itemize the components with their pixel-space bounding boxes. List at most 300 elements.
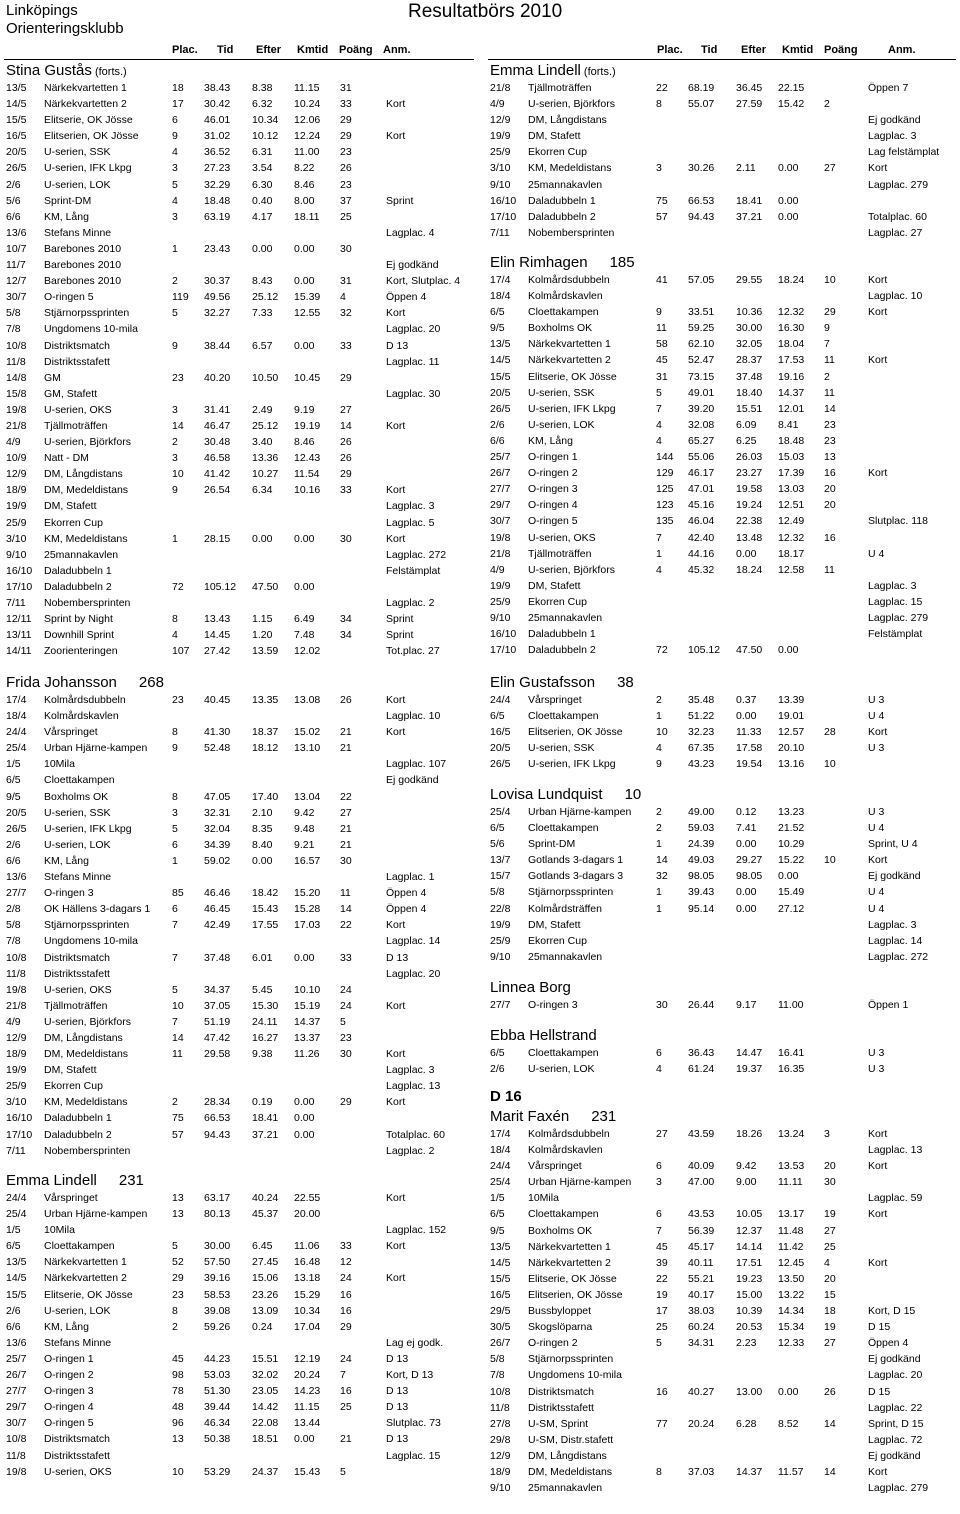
result-note: Sprint xyxy=(386,194,414,207)
runner-block xyxy=(490,1108,960,1496)
result-race: 25mannakavlen xyxy=(528,611,603,624)
result-date: 15/5 xyxy=(490,1272,511,1285)
result-points: 20 xyxy=(824,499,836,512)
result-behind: 18.24 xyxy=(736,563,763,576)
continued-label: (forts.) xyxy=(91,66,127,78)
result-placement: 72 xyxy=(656,644,668,657)
result-race: Daladubbeln 2 xyxy=(44,580,112,593)
result-time: 58.53 xyxy=(204,1288,231,1301)
result-placement: 2 xyxy=(656,694,662,706)
result-time: 32.04 xyxy=(204,822,231,835)
result-row xyxy=(6,1270,476,1286)
result-note: U 3 xyxy=(868,742,885,755)
result-time: 55.21 xyxy=(688,1272,715,1285)
result-note: Lagplac. 3 xyxy=(868,579,917,592)
result-date: 16/5 xyxy=(490,726,511,739)
result-behind: 18.40 xyxy=(736,386,763,399)
result-date: 5/6 xyxy=(6,194,21,207)
result-row xyxy=(6,1190,476,1206)
result-points: 34 xyxy=(340,629,352,642)
result-note: Lagplac. 14 xyxy=(386,935,441,948)
result-time: 59.03 xyxy=(688,822,715,835)
result-behind: 37.21 xyxy=(736,210,763,223)
result-time: 46.01 xyxy=(204,114,231,127)
result-behind: 32.02 xyxy=(252,1369,279,1382)
result-row xyxy=(490,96,960,112)
result-points: 25 xyxy=(340,210,352,223)
result-date: 18/4 xyxy=(490,1144,511,1157)
result-row xyxy=(490,1319,960,1335)
result-date: 25/9 xyxy=(490,934,511,947)
result-note: Ej godkänd xyxy=(868,870,921,883)
result-points: 24 xyxy=(340,1352,352,1365)
result-km-time: 27.12 xyxy=(778,902,805,915)
result-placement: 3 xyxy=(172,210,178,223)
result-note: Lagplac. 30 xyxy=(386,387,441,400)
result-km-time: 10.10 xyxy=(294,983,321,996)
result-date: 26/5 xyxy=(490,758,511,771)
result-points: 24 xyxy=(340,983,352,996)
result-note: Slutplac. 118 xyxy=(868,515,928,528)
result-points: 19 xyxy=(824,1321,836,1334)
result-placement: 9 xyxy=(172,742,178,755)
result-race: Elitserien, OK Jösse xyxy=(528,1288,623,1301)
result-placement: 3 xyxy=(172,806,178,819)
result-race: Distriktsmatch xyxy=(44,951,110,964)
result-km-time: 16.57 xyxy=(294,854,321,867)
result-behind: 24.11 xyxy=(252,1015,278,1028)
result-row xyxy=(490,546,960,562)
result-race: Ekorren Cup xyxy=(528,146,587,159)
result-placement: 7 xyxy=(656,1224,662,1237)
result-km-time: 11.06 xyxy=(294,1240,320,1253)
result-placement: 31 xyxy=(656,370,668,383)
result-note: U 4 xyxy=(868,886,885,899)
result-placement: 45 xyxy=(172,1352,184,1365)
result-behind: 26.03 xyxy=(736,451,763,464)
result-time: 40.20 xyxy=(204,371,231,384)
result-points: 31 xyxy=(340,82,352,94)
result-date: 17/4 xyxy=(490,1128,511,1140)
result-race: Kolmårdsträffen xyxy=(528,902,602,915)
result-km-time: 13.37 xyxy=(294,1031,321,1044)
result-date: 12/7 xyxy=(6,275,27,288)
result-behind: 0.12 xyxy=(736,806,757,818)
result-race: Tjällmoträffen xyxy=(528,547,592,560)
result-placement: 5 xyxy=(172,822,178,835)
result-km-time: 15.03 xyxy=(778,451,805,464)
result-placement: 1 xyxy=(172,854,178,867)
result-row xyxy=(6,772,476,788)
result-placement: 9 xyxy=(656,758,662,771)
result-time: 28.34 xyxy=(204,1096,231,1109)
result-race: O-ringen 2 xyxy=(528,467,578,480)
result-time: 29.58 xyxy=(204,1048,231,1061)
result-race: O-ringen 1 xyxy=(528,451,578,464)
result-race: Distriktsstafett xyxy=(44,1449,110,1462)
result-race: Cloettakampen xyxy=(44,1240,115,1253)
result-note: Kort xyxy=(868,274,888,286)
result-row xyxy=(6,1399,476,1415)
result-date: 1/5 xyxy=(6,1224,21,1237)
result-km-time: 15.43 xyxy=(294,1465,321,1478)
header-anm: Anm. xyxy=(888,44,916,56)
result-behind: 0.00 xyxy=(736,838,757,851)
result-placement: 125 xyxy=(656,483,674,496)
result-km-time: 0.00 xyxy=(294,580,315,593)
result-km-time: 13.10 xyxy=(294,742,321,755)
result-row xyxy=(6,289,476,305)
result-date: 5/6 xyxy=(490,838,505,851)
result-km-time: 15.20 xyxy=(294,887,321,900)
result-km-time: 12.06 xyxy=(294,114,321,127)
result-row xyxy=(6,692,476,708)
header-poang: Poäng xyxy=(824,44,858,56)
result-placement: 3 xyxy=(172,162,178,175)
result-date: 16/5 xyxy=(6,130,27,143)
result-row xyxy=(490,1335,960,1351)
runner-block xyxy=(490,1027,960,1077)
result-behind: 15.51 xyxy=(736,402,763,415)
result-km-time: 6.49 xyxy=(294,613,315,626)
result-row xyxy=(6,193,476,209)
result-time: 53.29 xyxy=(204,1465,231,1478)
result-row xyxy=(490,417,960,433)
result-behind: 19.23 xyxy=(736,1272,763,1285)
result-behind: 18.41 xyxy=(252,1112,279,1125)
result-note: Lagplac. 1 xyxy=(386,871,435,884)
result-race: Daladubbeln 2 xyxy=(528,210,596,223)
result-note: Lag felstämplat xyxy=(868,146,940,159)
result-time: 57.50 xyxy=(204,1256,231,1269)
result-points: 26 xyxy=(824,1385,836,1398)
result-placement: 6 xyxy=(656,1047,662,1059)
result-km-time: 12.51 xyxy=(778,499,805,512)
result-km-time: 13.53 xyxy=(778,1160,805,1173)
result-race: KM, Lång xyxy=(44,210,89,223)
result-note: Lagplac. 13 xyxy=(868,1144,923,1157)
result-row xyxy=(490,336,960,352)
result-date: 26/5 xyxy=(6,162,27,175)
result-time: 65.27 xyxy=(688,434,715,447)
result-race: GM, Stafett xyxy=(44,387,98,400)
result-row xyxy=(490,740,960,756)
result-placement: 41 xyxy=(656,274,668,286)
result-points: 16 xyxy=(824,467,836,480)
result-row xyxy=(6,1431,476,1447)
result-date: 9/10 xyxy=(490,611,511,624)
result-time: 34.39 xyxy=(204,838,231,851)
result-date: 18/9 xyxy=(490,1465,511,1478)
result-race: Stjärnorpssprinten xyxy=(528,1353,614,1366)
result-date: 9/10 xyxy=(6,548,27,561)
result-points: 27 xyxy=(824,1337,836,1350)
result-km-time: 16.48 xyxy=(294,1256,321,1269)
result-row xyxy=(490,1464,960,1480)
result-date: 14/5 xyxy=(6,1272,27,1285)
result-points: 27 xyxy=(824,1224,836,1237)
result-note: Kort xyxy=(386,484,406,497)
result-note: Öppen 4 xyxy=(386,887,427,900)
result-placement: 135 xyxy=(656,515,674,528)
result-note: Sprint xyxy=(386,613,414,626)
result-placement: 5 xyxy=(172,178,178,191)
result-placement: 1 xyxy=(172,532,178,545)
result-race: KM, Lång xyxy=(44,1320,89,1333)
result-time: 41.30 xyxy=(204,726,231,739)
result-date: 7/11 xyxy=(490,226,510,239)
result-time: 38.43 xyxy=(204,82,231,94)
result-row xyxy=(6,837,476,853)
result-race: Boxholms OK xyxy=(528,322,593,335)
result-behind: 27.59 xyxy=(736,98,763,111)
result-points: 21 xyxy=(340,822,352,835)
result-km-time: 12.32 xyxy=(778,531,805,544)
result-row xyxy=(490,1416,960,1432)
result-race: U-serien, IFK Lkpg xyxy=(528,402,616,415)
result-note: Lagplac. 3 xyxy=(386,500,435,513)
result-behind: 7.33 xyxy=(252,307,273,320)
result-row xyxy=(490,1206,960,1222)
result-row xyxy=(490,449,960,465)
result-placement: 3 xyxy=(656,162,662,175)
result-time: 43.23 xyxy=(688,758,715,771)
result-points: 29 xyxy=(824,306,836,319)
result-row xyxy=(6,321,476,337)
result-km-time: 20.10 xyxy=(778,742,805,755)
result-behind: 14.37 xyxy=(736,1465,763,1478)
result-race: DM, Långdistans xyxy=(528,114,607,127)
result-note: D 13 xyxy=(386,1401,409,1414)
result-time: 32.23 xyxy=(688,726,715,739)
result-race: Stjärnorpssprinten xyxy=(528,886,614,899)
result-behind: 13.36 xyxy=(252,452,279,465)
result-placement: 30 xyxy=(656,999,668,1011)
result-placement: 39 xyxy=(656,1256,668,1269)
result-time: 95.14 xyxy=(688,902,715,915)
result-date: 24/4 xyxy=(6,726,27,739)
result-behind: 13.09 xyxy=(252,1304,279,1317)
result-date: 27/7 xyxy=(490,999,511,1011)
left-header-divider xyxy=(4,59,474,60)
result-behind: 15.51 xyxy=(252,1352,279,1365)
result-points: 34 xyxy=(340,613,352,626)
result-placement: 2 xyxy=(172,1320,178,1333)
result-race: Urban Hjärne-kampen xyxy=(44,742,148,755)
result-race: O-ringen 1 xyxy=(44,1352,94,1365)
result-date: 7/8 xyxy=(6,323,21,336)
result-race: Barebones 2010 xyxy=(44,242,122,255)
result-race: Boxholms OK xyxy=(528,1224,593,1237)
result-race: Daladubbeln 1 xyxy=(528,194,596,207)
result-row xyxy=(6,386,476,402)
result-row xyxy=(490,933,960,949)
class-label: D 16 xyxy=(490,1088,522,1105)
result-placement: 4 xyxy=(656,434,662,447)
result-behind: 27.45 xyxy=(252,1256,279,1269)
result-placement: 14 xyxy=(172,1031,184,1044)
result-race: Nobembersprinten xyxy=(44,597,131,609)
result-time: 34.31 xyxy=(688,1337,715,1350)
result-time: 23.43 xyxy=(204,242,231,255)
result-points: 22 xyxy=(340,790,352,803)
result-race: Närkekvartetten 1 xyxy=(44,82,127,94)
result-date: 25/7 xyxy=(490,451,511,464)
result-time: 39.44 xyxy=(204,1401,231,1414)
result-time: 32.29 xyxy=(204,178,231,191)
result-row xyxy=(6,643,476,659)
result-points: 4 xyxy=(340,291,346,304)
result-behind: 36.45 xyxy=(736,82,763,94)
result-race: Vårspringet xyxy=(44,1192,98,1204)
result-race: Tjällmoträffen xyxy=(44,419,108,432)
result-points: 29 xyxy=(340,130,352,143)
result-behind: 9.38 xyxy=(252,1048,273,1061)
result-date: 17/10 xyxy=(490,644,517,657)
result-behind: 14.47 xyxy=(736,1047,763,1059)
result-points: 30 xyxy=(824,1176,836,1189)
result-row xyxy=(6,1319,476,1335)
result-date: 6/6 xyxy=(6,1320,21,1333)
result-race: Ungdomens 10-mila xyxy=(44,935,138,948)
result-date: 10/7 xyxy=(6,242,27,255)
result-note: Lagplac. 2 xyxy=(386,1144,435,1157)
result-placement: 8 xyxy=(172,726,178,739)
result-row xyxy=(490,1271,960,1287)
result-placement: 1 xyxy=(172,242,178,255)
result-points: 20 xyxy=(824,1272,836,1285)
result-race: Gotlands 3-dagars 3 xyxy=(528,870,624,883)
right-header-divider xyxy=(488,59,956,60)
result-placement: 6 xyxy=(656,1208,662,1221)
result-points: 14 xyxy=(340,419,352,432)
result-date: 12/9 xyxy=(6,1031,27,1044)
result-time: 60.24 xyxy=(688,1321,715,1334)
result-race: Stefans Minne xyxy=(44,1336,112,1349)
result-points: 24 xyxy=(340,1272,352,1285)
result-km-time: 18.04 xyxy=(778,338,805,351)
result-km-time: 0.00 xyxy=(778,870,799,883)
result-note: Kort xyxy=(868,1128,888,1140)
result-time: 47.01 xyxy=(688,483,715,496)
result-row xyxy=(490,1174,960,1190)
result-km-time: 12.43 xyxy=(294,452,321,465)
result-km-time: 11.15 xyxy=(294,82,320,94)
result-race: DM, Stafett xyxy=(44,1064,97,1077)
result-row xyxy=(490,1287,960,1303)
result-date: 20/5 xyxy=(490,742,511,755)
runner-name xyxy=(6,62,476,80)
result-row xyxy=(6,756,476,772)
result-behind: 6.31 xyxy=(252,146,273,159)
result-placement: 58 xyxy=(656,338,668,351)
result-race: Närkekvartetten 2 xyxy=(44,1272,127,1285)
result-note: Kort xyxy=(386,1240,406,1253)
result-note: Kort xyxy=(386,98,406,111)
result-row xyxy=(490,1126,960,1142)
result-race: Elitserie, OK Jösse xyxy=(528,370,617,383)
result-placement: 10 xyxy=(172,999,184,1012)
result-placement: 3 xyxy=(172,452,178,465)
result-date: 6/5 xyxy=(490,822,505,835)
result-date: 13/6 xyxy=(6,226,27,239)
result-behind: 24.37 xyxy=(252,1465,279,1478)
result-date: 6/5 xyxy=(6,774,21,787)
result-date: 11/8 xyxy=(490,1401,510,1414)
result-date: 26/5 xyxy=(490,402,511,415)
result-row xyxy=(6,853,476,869)
result-km-time: 11.48 xyxy=(778,1224,804,1237)
result-note: D 13 xyxy=(386,1385,409,1398)
result-row xyxy=(490,160,960,176)
result-km-time: 15.19 xyxy=(294,999,321,1012)
result-note: Lagplac. 20 xyxy=(868,1369,923,1382)
result-race: Nobembersprinten xyxy=(528,226,615,239)
result-date: 10/9 xyxy=(6,452,27,465)
result-date: 11/7 xyxy=(6,259,26,272)
result-race: KM, Lång xyxy=(528,434,573,447)
result-row xyxy=(490,144,960,160)
result-race: Cloettakampen xyxy=(528,1208,599,1221)
result-race: O-ringen 3 xyxy=(44,1385,94,1398)
left-column-header xyxy=(0,44,480,58)
result-date: 21/8 xyxy=(490,82,511,94)
result-behind: 37.21 xyxy=(252,1128,279,1141)
result-row xyxy=(6,418,476,434)
result-row xyxy=(6,998,476,1014)
result-race: U-serien, IFK Lkpg xyxy=(44,162,132,175)
runner-name xyxy=(6,1172,476,1190)
result-row xyxy=(6,370,476,386)
result-km-time: 15.39 xyxy=(294,291,321,304)
result-row xyxy=(6,789,476,805)
runner-name xyxy=(490,786,960,804)
result-note: Öppen 7 xyxy=(868,82,909,94)
result-placement: 2 xyxy=(656,806,662,818)
result-race: Närkekvartetten 2 xyxy=(44,98,127,111)
result-date: 26/5 xyxy=(6,822,27,835)
result-note: Lagplac. 4 xyxy=(386,226,435,239)
runner-block xyxy=(490,62,960,241)
result-row xyxy=(6,917,476,933)
result-row xyxy=(6,1383,476,1399)
result-placement: 13 xyxy=(172,1192,184,1204)
result-row xyxy=(490,352,960,368)
result-note: Lagplac. 10 xyxy=(868,290,923,303)
result-points: 12 xyxy=(340,1256,352,1269)
result-time: 46.34 xyxy=(204,1417,231,1430)
runner-name-text: Elin Rimhagen xyxy=(490,254,588,271)
result-note: Öppen 1 xyxy=(868,999,909,1011)
result-date: 19/8 xyxy=(6,983,27,996)
result-time: 59.26 xyxy=(204,1320,231,1333)
result-date: 26/7 xyxy=(6,1369,27,1382)
result-time: 59.02 xyxy=(204,854,231,867)
result-time: 35.48 xyxy=(688,694,715,706)
result-date: 25/9 xyxy=(490,146,511,159)
result-date: 3/10 xyxy=(490,162,511,175)
result-km-time: 0.00 xyxy=(778,194,799,207)
result-behind: 2.11 xyxy=(736,162,756,175)
result-km-time: 18.48 xyxy=(778,434,805,447)
result-row xyxy=(6,225,476,241)
result-placement: 29 xyxy=(172,1272,184,1285)
result-note: Kort, Slutplac. 4 xyxy=(386,275,461,288)
result-row xyxy=(490,756,960,772)
runner-name xyxy=(490,1027,960,1045)
result-note: Felstämplat xyxy=(386,564,441,577)
result-row xyxy=(6,595,476,611)
